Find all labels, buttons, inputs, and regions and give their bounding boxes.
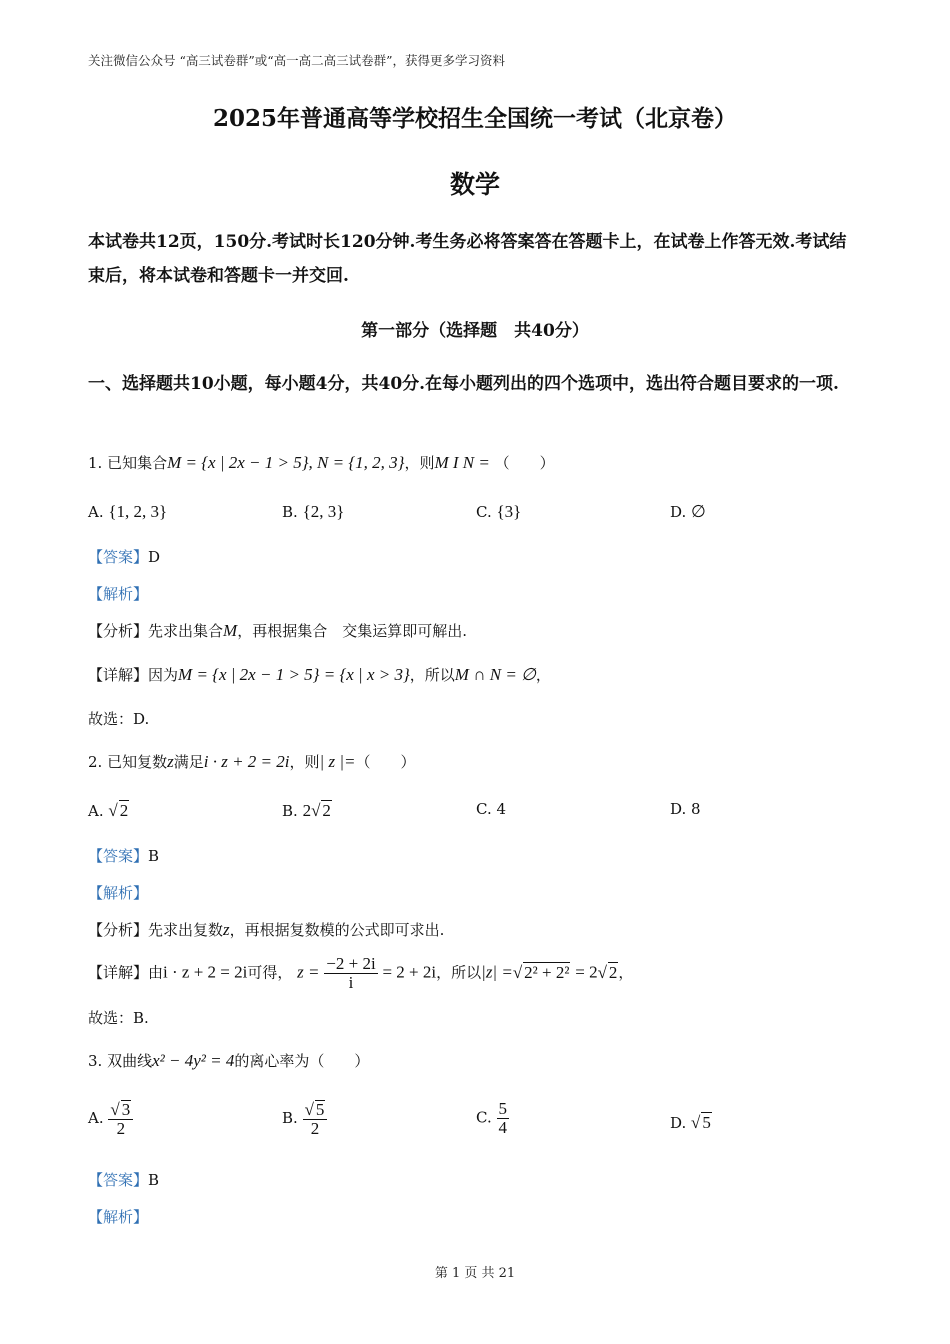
option-fraction: $\frac{√ 5}{2}$ [303, 1100, 328, 1138]
q3-answer [88, 1169, 159, 1190]
fraction-denominator: 4 [498, 1118, 507, 1137]
q2-fenxi [88, 919, 444, 940]
q2-analysis-tag [88, 882, 148, 903]
exam-instructions: 本试卷共12页，150分.考试时长120分钟.考生务必将答案答在答题卡上，在试卷上作答无效.考试结束后，将本试卷和答题卡一并交回. [88, 232, 847, 286]
option-fraction [497, 1100, 510, 1137]
section-heading: 一、选择题共10小题，每小题4分，共40分.在每小题列出的四个选项中，选出符合题目要求的一项. [88, 374, 839, 394]
q1-stem-math2: M I N = [434, 453, 490, 472]
q2-stem-math: i · z + 2 = 2i [203, 752, 290, 771]
q2-number: 2. [88, 753, 103, 771]
detail-sqrt: 2² + 2² [524, 962, 570, 982]
detail-text3: ， [535, 666, 551, 684]
answer-tag: 【答案】 [88, 847, 149, 865]
q3-stem-text2: 的离心率为 [234, 1052, 310, 1070]
q2-paren: （ ） [355, 753, 416, 771]
q3-option-c [476, 1100, 509, 1137]
answer-value: B [148, 1171, 160, 1189]
detail-z: z = [297, 962, 320, 982]
detail-tag: 【详解】 [88, 666, 149, 684]
q1-stem-text: 已知集合 [107, 454, 168, 472]
option-value: 5 [702, 1113, 711, 1132]
q1-analysis-tag [88, 583, 148, 604]
detail-math3: |z| = [481, 962, 513, 982]
option-label: D. [670, 1114, 687, 1132]
fraction-numerator: 5 [315, 1100, 325, 1119]
fenxi-text: 先求出复数 [148, 921, 224, 939]
q1-answer [88, 546, 160, 567]
q1-paren: （ ） [494, 454, 555, 472]
option-value: {3} [496, 502, 522, 521]
q2-option-a: A. √ 2 [88, 801, 129, 820]
subject-title: 数学 [449, 170, 500, 199]
q1-number: 1. [88, 454, 103, 472]
choose-prefix: 故选： [88, 710, 134, 728]
detail-fraction [324, 955, 377, 992]
q2-detail: 【详解】由i · z + 2 = 2i可得， z = $\frac{-2 + 2i}{i}$ = 2 + 2i，所以|z| =√ 2² + 2² = 2√ 2， [88, 954, 634, 992]
q2-stem-z: z [167, 752, 174, 771]
option-label: B. [282, 1109, 298, 1127]
detail-math4: = 2 [575, 962, 598, 982]
q1-stem-text2: ，则 [404, 454, 435, 472]
detail-text2: ，所以 [409, 666, 455, 684]
q2-option-c: C. 4 [476, 800, 507, 818]
exam-title: 2025年普通高等学校招生全国统一考试（北京卷） [212, 105, 737, 132]
fenxi-tag: 【分析】 [88, 921, 149, 939]
detail-tag: 【详解】 [88, 963, 149, 982]
option-value: 2 [322, 801, 331, 820]
q2-stem-text: 已知复数 [107, 753, 168, 771]
choose-value: D. [133, 710, 150, 728]
q3-stem-text: 双曲线 [107, 1052, 153, 1070]
q2-answer [88, 845, 159, 866]
detail-math: M = {x | 2x − 1 > 5} = {x | x > 3} [178, 665, 410, 684]
q3-paren: （ ） [309, 1052, 370, 1070]
detail-text3: ，所以 [436, 963, 482, 982]
detail-math: i · z + 2 = 2i [163, 962, 248, 982]
q1-option-a [88, 502, 167, 522]
fenxi-math: z [223, 920, 230, 939]
answer-tag: 【答案】 [88, 1171, 149, 1189]
fenxi-text2: ，再根据复数模的公式即可求出. [229, 921, 445, 939]
detail-math2: = 2 + 2i [382, 962, 437, 982]
detail-math2: M ∩ N = ∅ [454, 665, 536, 684]
q2-choose [88, 1007, 149, 1028]
q2-stem-text2: 满足 [173, 753, 204, 771]
part-title: 第一部分（选择题 共40分） [361, 321, 589, 341]
q1-stem-math: M = {x | 2x − 1 > 5}, N = {1, 2, 3} [167, 453, 405, 472]
option-value: {2, 3} [302, 502, 345, 521]
fenxi-text2: ，再根据集合 交集运算即可解出. [237, 622, 467, 640]
fraction-denominator: 2 [116, 1119, 126, 1138]
option-fraction: $\frac{√ 3}{2}$ [108, 1100, 133, 1138]
fraction-numerator: 5 [498, 1099, 507, 1118]
analysis-tag: 【解析】 [88, 884, 149, 902]
choose-prefix: 故选： [88, 1009, 134, 1027]
option-value: ∅ [691, 502, 706, 521]
option-label: D. [670, 503, 687, 521]
analysis-tag: 【解析】 [88, 1208, 149, 1226]
fraction-numerator: −2 + 2i [326, 954, 376, 973]
option-value: {1, 2, 3} [108, 502, 168, 521]
page-footer: 第 1 页 共 21 [434, 1266, 516, 1281]
q1-option-c [476, 502, 521, 522]
q1-detail [88, 664, 551, 685]
fraction-denominator: i [348, 973, 354, 992]
fenxi-text: 先求出集合 [148, 622, 224, 640]
answer-value: B [148, 847, 160, 865]
detail-text2: 可得， [247, 963, 293, 982]
answer-value: D [148, 548, 161, 566]
option-label: B. [282, 503, 298, 521]
q1-option-d [670, 502, 706, 522]
option-label: A. [88, 503, 104, 521]
q1-stem [88, 452, 555, 473]
q2-stem-text3: ，则 [289, 753, 320, 771]
detail-text: 由 [148, 963, 164, 982]
option-label: B. [282, 802, 298, 820]
detail-text4: ， [618, 963, 634, 982]
fraction-denominator: 2 [310, 1119, 320, 1138]
option-label: A. [88, 1109, 104, 1127]
option-value: 2 [119, 801, 129, 820]
q2-option-b: B. 2√ 2 [282, 801, 331, 820]
q3-analysis-tag [88, 1206, 148, 1227]
option-coef: 2 [302, 801, 312, 820]
q1-option-b [282, 502, 344, 522]
q3-option-b [282, 1100, 327, 1138]
q3-option-a [88, 1100, 133, 1138]
option-label: A. [88, 802, 104, 820]
q3-number: 3. [88, 1052, 103, 1070]
q1-choose [88, 708, 149, 729]
fraction-numerator: 3 [121, 1100, 131, 1119]
option-label: C. [476, 1108, 492, 1127]
answer-tag: 【答案】 [88, 548, 149, 566]
option-label: C. [476, 503, 492, 521]
detail-text: 因为 [148, 666, 179, 684]
header-note: 关注微信公众号 “高三试卷群”或“高一高二高三试卷群”，获得更多学习资料 [88, 53, 506, 68]
fenxi-math: M [223, 621, 238, 640]
q2-stem-math2: | z |= [319, 752, 356, 771]
analysis-tag: 【解析】 [88, 585, 149, 603]
q3-stem-math: x² − 4y² = 4 [152, 1051, 235, 1070]
detail-sqrt2: 2 [608, 962, 618, 982]
q1-fenxi [88, 620, 467, 641]
q3-stem [88, 1050, 369, 1071]
q2-stem [88, 751, 415, 772]
q2-option-d: D. 8 [670, 800, 701, 818]
fenxi-tag: 【分析】 [88, 622, 149, 640]
q3-option-d: D. √ 5 [670, 1113, 711, 1132]
choose-value: B. [133, 1009, 149, 1027]
